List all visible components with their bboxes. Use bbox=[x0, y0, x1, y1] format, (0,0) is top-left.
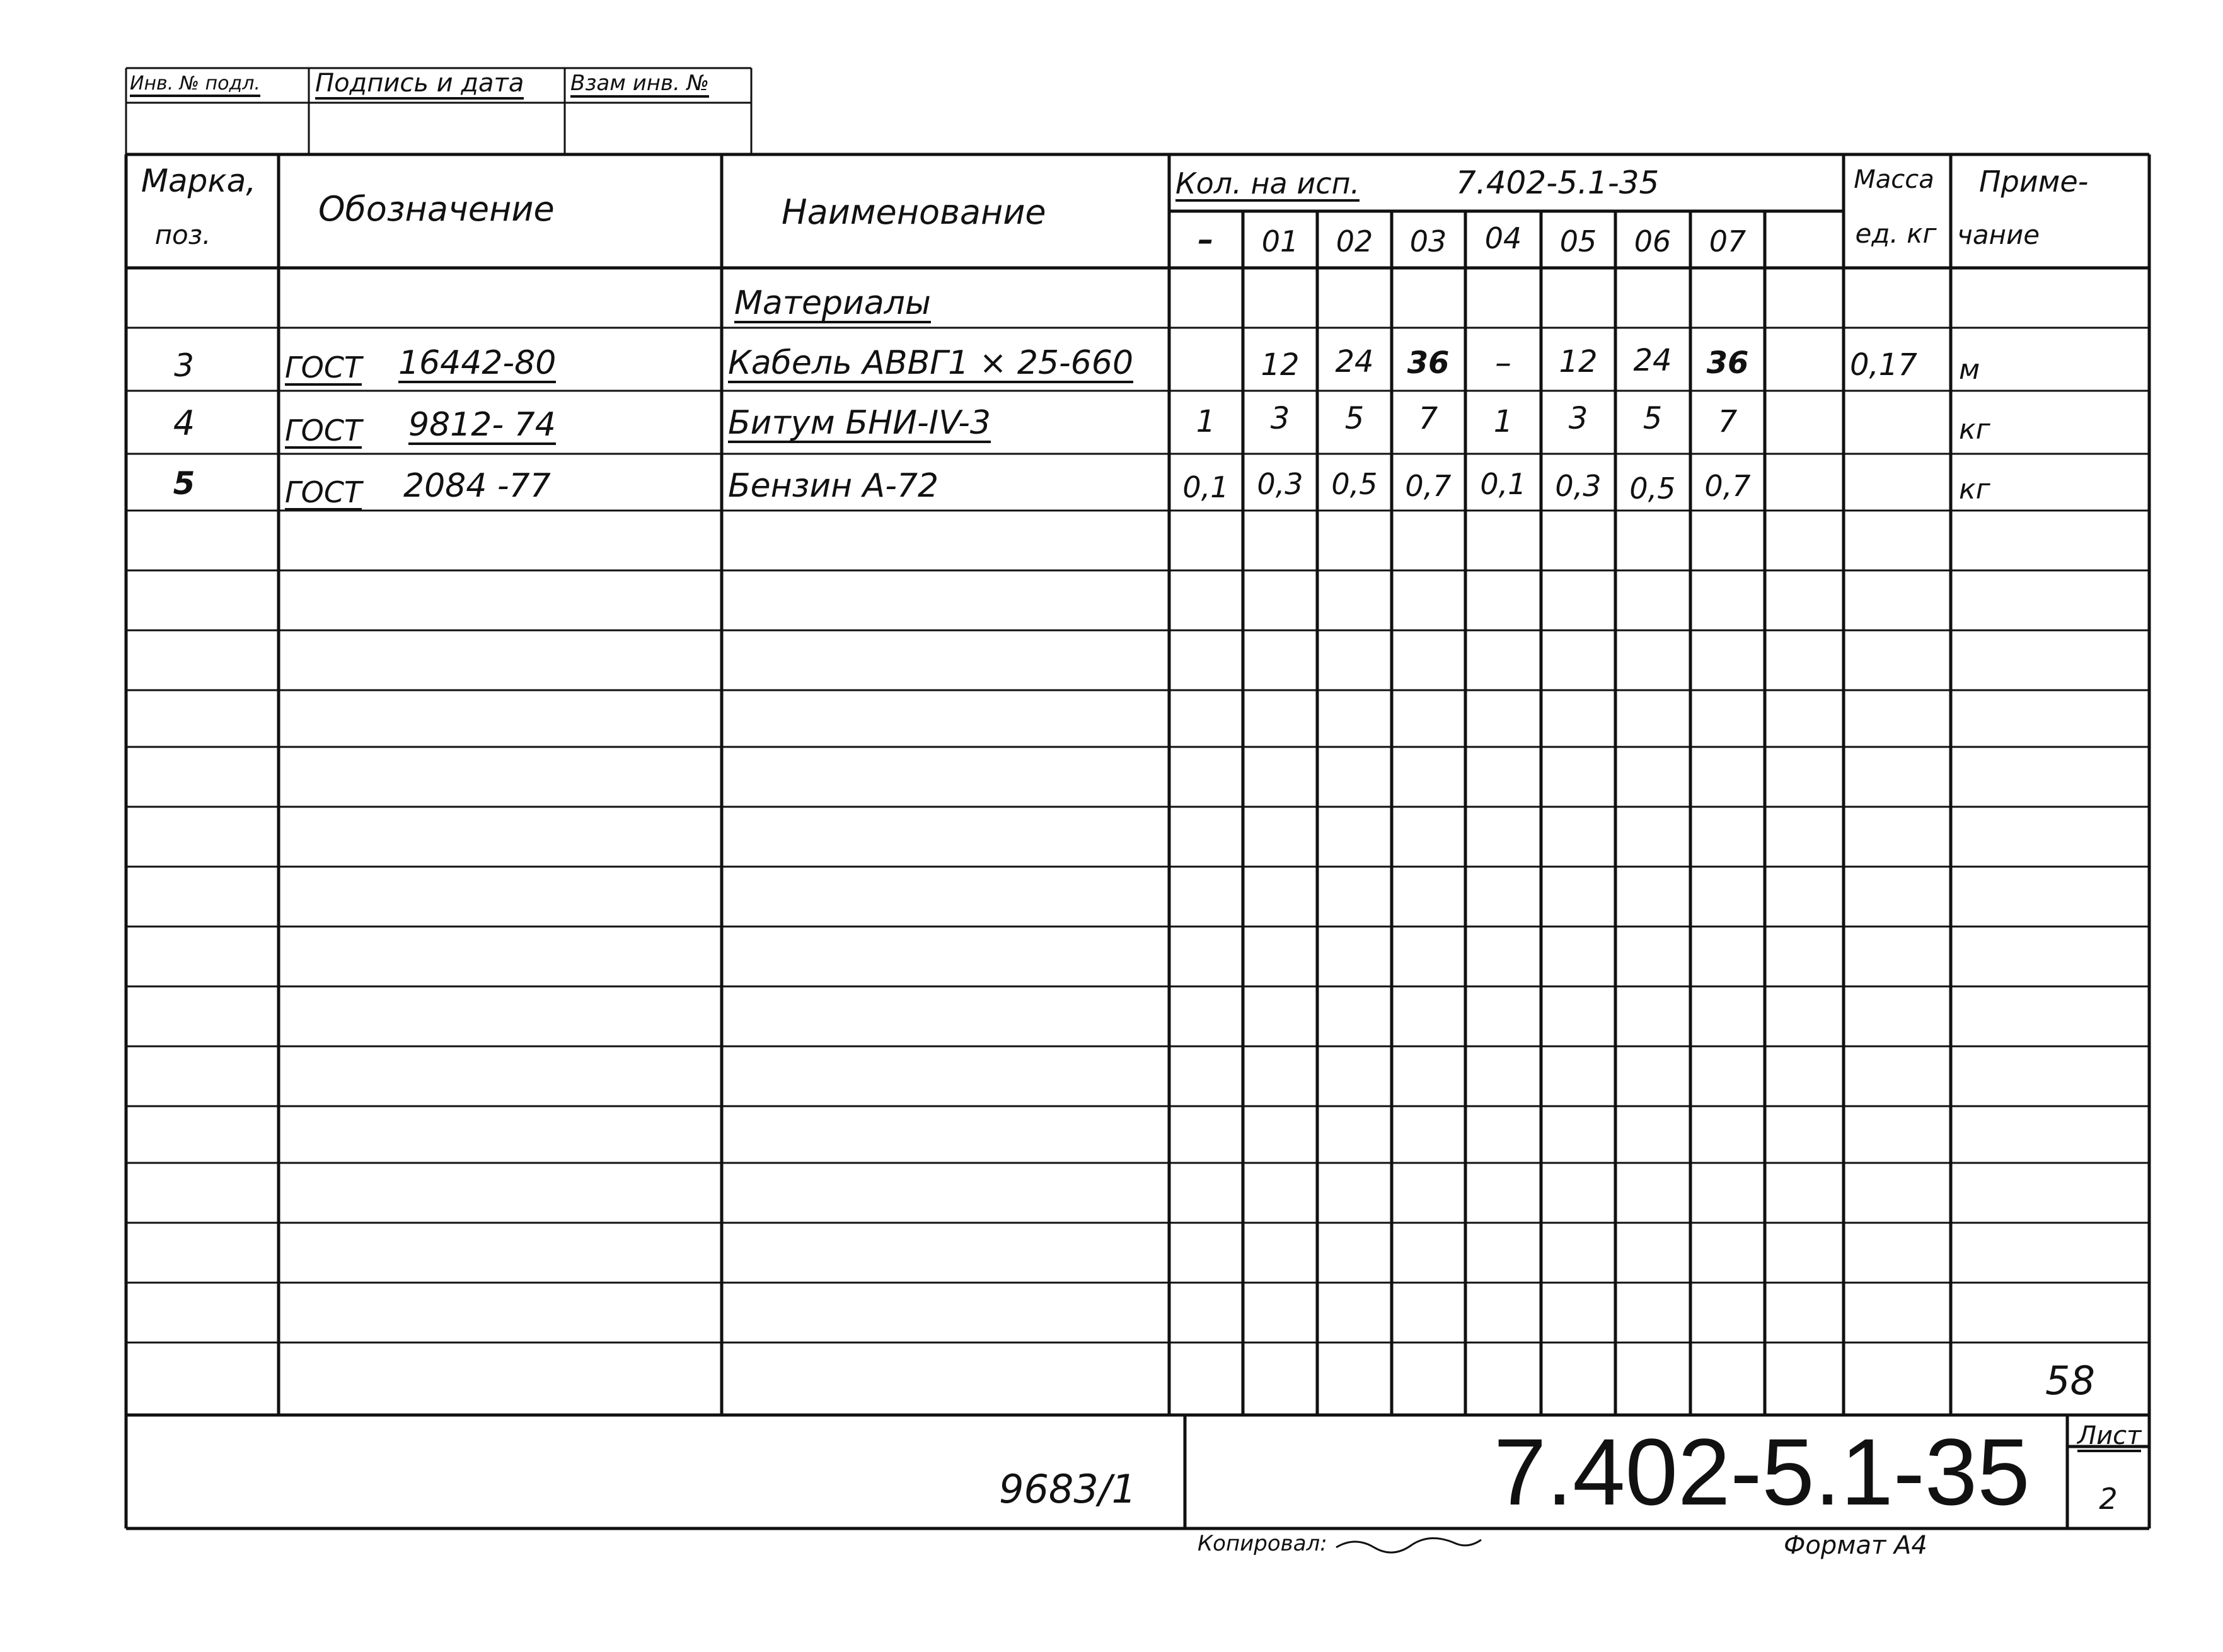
stamp-inv-podl: Инв. № подл. bbox=[130, 74, 260, 97]
footer-doc-code: 7.402-5.1-35 bbox=[1494, 1419, 2030, 1525]
row-gost-num: 2084 -77 bbox=[403, 467, 551, 505]
qty-cell: 0,5 bbox=[1629, 471, 1676, 505]
inventory-number: 9683/1 bbox=[999, 1466, 1137, 1512]
row-gost: ГОСТ bbox=[285, 413, 362, 448]
qty-cell: 0,1 bbox=[1480, 467, 1527, 501]
variant-label: 07 bbox=[1709, 224, 1747, 258]
qty-cell: 1 bbox=[1196, 404, 1216, 439]
row-poz: 3 bbox=[174, 347, 194, 384]
qty-cell: 0,7 bbox=[1704, 469, 1751, 503]
qty-cell: 3 bbox=[1270, 401, 1290, 436]
variant-label: 04 bbox=[1484, 221, 1522, 255]
row-note: м bbox=[1959, 354, 1980, 386]
row-poz: 5 bbox=[173, 465, 195, 502]
row-gost: ГОСТ bbox=[285, 350, 362, 384]
variant-label: 03 bbox=[1409, 224, 1447, 258]
list-number: 2 bbox=[2099, 1482, 2118, 1516]
row-mass: 0,17 bbox=[1850, 347, 1917, 383]
qty-cell: 3 bbox=[1568, 401, 1588, 436]
header-chanie: чание bbox=[1957, 219, 2040, 250]
stamp-vzam-inv: Взам инв. № bbox=[570, 72, 709, 98]
qty-cell: 12 bbox=[1559, 344, 1598, 379]
row-gost-num: 9812- 74 bbox=[408, 406, 556, 444]
qty-cell: 0,3 bbox=[1555, 469, 1602, 503]
qty-cell: 36 bbox=[1407, 345, 1450, 381]
header-prime: Приме- bbox=[1979, 165, 2089, 199]
variant-label: 06 bbox=[1634, 224, 1672, 258]
variant-label: – bbox=[1198, 221, 1214, 258]
qty-cell: 24 bbox=[1633, 343, 1672, 378]
variant-label: 01 bbox=[1261, 224, 1299, 258]
row-poz: 4 bbox=[173, 403, 195, 443]
list-label: Лист bbox=[2077, 1423, 2141, 1452]
qty-cell: 12 bbox=[1261, 347, 1300, 383]
row-name: Битум БНИ-IV-3 bbox=[728, 404, 991, 442]
row-name: Бензин А-72 bbox=[728, 467, 939, 505]
header-ed-kg: ед. кг bbox=[1855, 218, 1937, 249]
header-naimenovanie: Наименование bbox=[782, 192, 1046, 232]
row-gost: ГОСТ bbox=[285, 475, 362, 509]
qty-cell: 1 bbox=[1493, 404, 1513, 439]
qty-cell: 7 bbox=[1418, 401, 1438, 436]
row-note: кг bbox=[1959, 473, 1990, 505]
header-poz: поз. bbox=[154, 219, 211, 250]
qty-cell: 0,3 bbox=[1257, 467, 1303, 501]
qty-cell: 7 bbox=[1718, 404, 1738, 439]
section-title: Материалы bbox=[734, 284, 931, 322]
qty-cell: 36 bbox=[1706, 345, 1749, 381]
header-oboznachenie: Обозначение bbox=[318, 189, 555, 229]
qty-cell: 0,7 bbox=[1405, 469, 1452, 503]
qty-cell: 24 bbox=[1335, 344, 1374, 379]
qty-cell: 0,5 bbox=[1331, 467, 1378, 501]
signature-scribble bbox=[1336, 1538, 1481, 1552]
variant-label: 02 bbox=[1336, 224, 1373, 258]
row-name: Кабель АВВГ1 × 25-660 bbox=[728, 344, 1134, 382]
row-gost-num: 16442-80 bbox=[398, 344, 557, 382]
header-doc-code: 7.402-5.1-35 bbox=[1456, 165, 1660, 201]
qty-cell: 5 bbox=[1643, 401, 1663, 436]
format-label: Формат А4 bbox=[1784, 1531, 1927, 1560]
header-marka: Марка, bbox=[141, 163, 257, 199]
page-number: 58 bbox=[2045, 1358, 2095, 1404]
kopiroval-label: Копировал: bbox=[1198, 1531, 1327, 1556]
stamp-podpis-data: Подпись и дата bbox=[315, 71, 524, 100]
row-note: кг bbox=[1959, 413, 1990, 446]
qty-cell: 5 bbox=[1344, 401, 1365, 436]
header-massa: Масса bbox=[1854, 165, 1934, 194]
qty-cell: 0,1 bbox=[1182, 470, 1229, 504]
qty-cell: – bbox=[1495, 344, 1511, 382]
variant-label: 05 bbox=[1559, 224, 1597, 258]
header-kol-na-isp: Кол. на исп. bbox=[1175, 166, 1360, 200]
